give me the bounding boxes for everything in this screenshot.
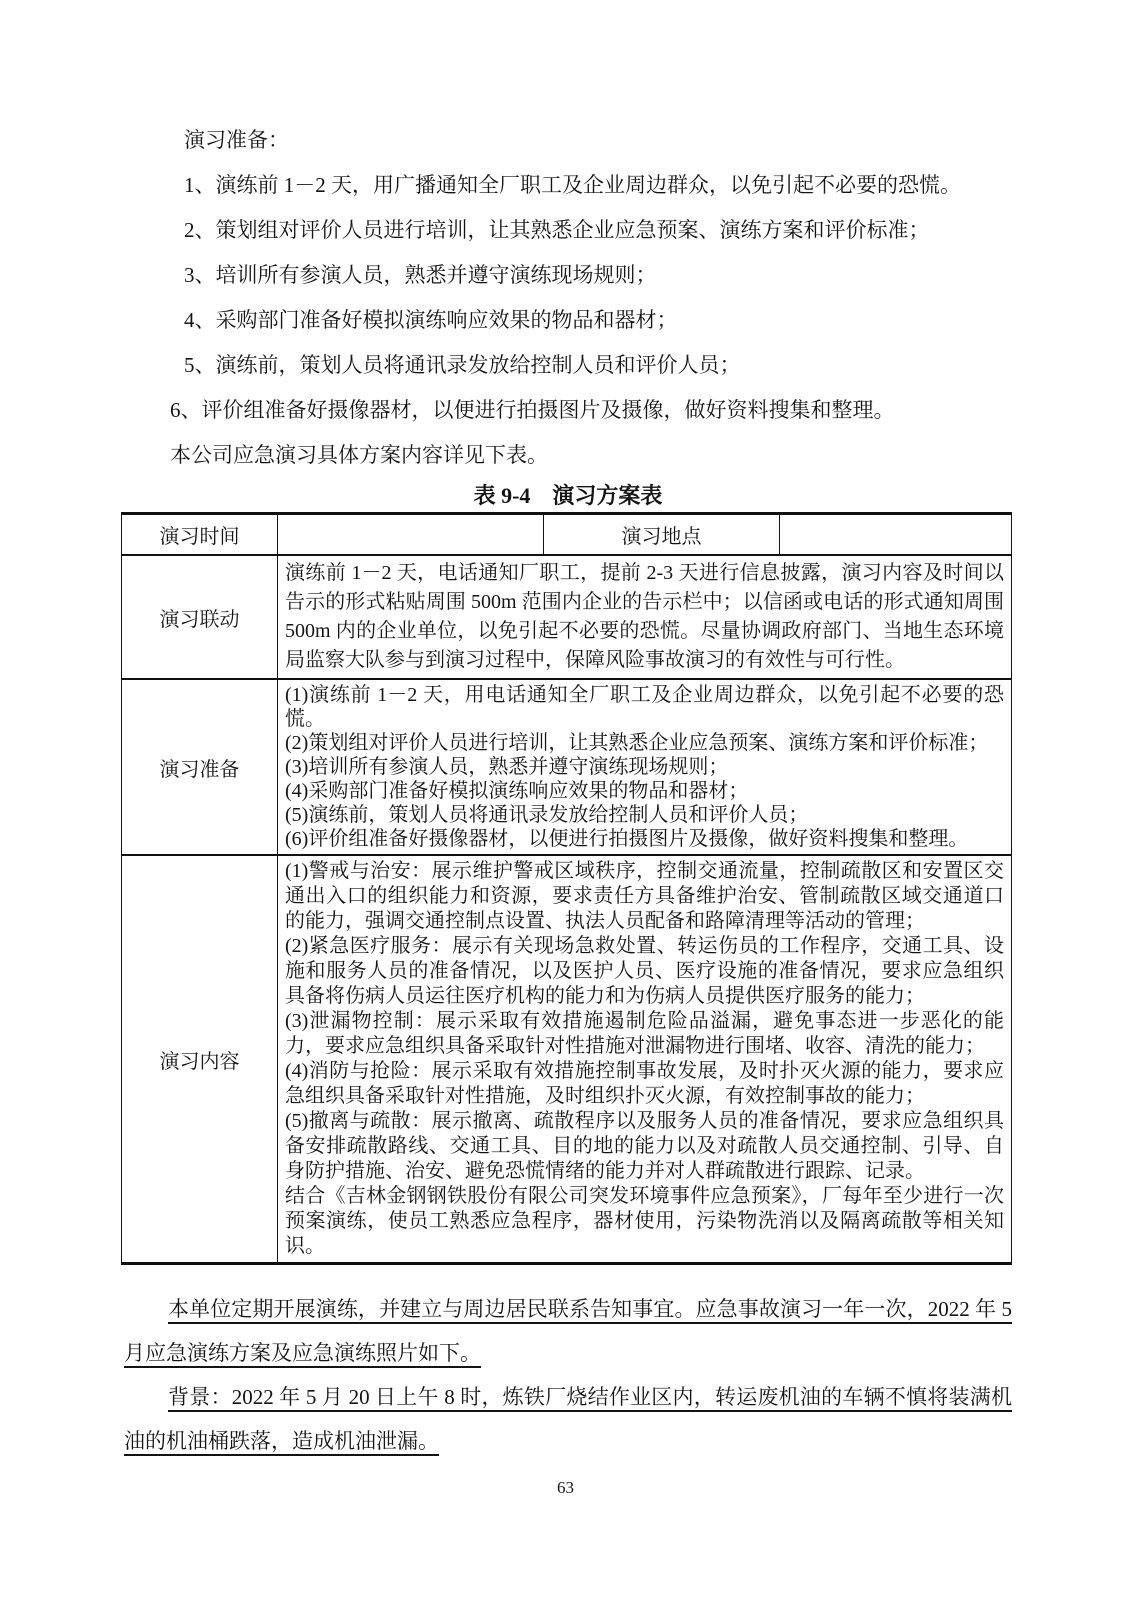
cell-line: (5)撤离与疏散：展示撤离、疏散程序以及服务人员的准备情况，要求应急组织具备安排疏散路线、交通工具、目的地的能力以及对疏散人员交通控制、引导、自身防护措施、治安、避免恐慌情绪的能力并对人群疏散进行跟踪、记录。 — [285, 1110, 1004, 1182]
cell-line: (6)评价组准备好摄像器材，以便进行拍摄图片及摄像，做好资料搜集和整理。 — [285, 828, 969, 850]
row-label-drill-linkage: 演习联动 — [122, 555, 278, 679]
page-number: 63 — [557, 1478, 574, 1497]
cell-line: 结合《吉林金钢钢铁股份有限公司突发环境事件应急预案》，厂每年至少进行一次预案演练，使员工熟悉应急程序，器材使用，污染物洗消以及隔离疏散等相关知识。 — [285, 1185, 1004, 1257]
cell-line: (1)警戒与治安：展示维护警戒区域秩序，控制交通流量，控制疏散区和安置区交通出入口的组织能力和资源，要求责任方具备维护治安、管制疏散区域交通道口的能力，强调交通控制点设置、执法人员配备和路障清理等活动的管理； — [285, 860, 1004, 932]
cell-line: (3)泄漏物控制：展示采取有效措施遏制危险品溢漏，避免事态进一步恶化的能力，要求应急组织具备采取针对性措施对泄漏物进行围堵、收容、清洗的能力； — [285, 1010, 1004, 1057]
row-label-drill-content: 演习内容 — [122, 855, 278, 1264]
cell-line: (2)紧急医疗服务：展示有关现场急救处置、转运伤员的工作程序，交通工具、设施和服务人员的准备情况，以及医护人员、医疗设施的准备情况，要求应急组织具备将伤病人员运往医疗机构的能力和为伤病人员提供医疗服务的能力； — [285, 935, 1004, 1007]
intro-item-4: 4、采购部门准备好模拟演练响应效果的物品和器材； — [184, 308, 678, 332]
intro-closing: 本公司应急演习具体方案内容详见下表。 — [170, 443, 548, 467]
page-content — [124, 118, 1012, 1463]
cell-line: (5)演练前，策划人员将通讯录发放给控制人员和评价人员； — [285, 804, 809, 826]
cell-drill-preparation — [278, 679, 1012, 855]
table-row-drill-content — [122, 855, 1012, 1264]
cell-drill-content — [278, 855, 1012, 1264]
cell-line: (1)演练前 1－2 天，用电话通知全厂职工及企业周边群众，以免引起不必要的恐慌。 — [285, 684, 1004, 730]
drill-plan-table — [121, 512, 1012, 1265]
header-drill-time-value-cell — [278, 514, 544, 556]
closing-paragraphs — [124, 1287, 1012, 1463]
header-drill-location-value-cell — [780, 514, 1012, 556]
header-drill-time-label: 演习时间 — [122, 514, 278, 556]
section-heading: 演习准备： — [184, 128, 289, 152]
intro-item-6: 6、评价组准备好摄像器材，以便进行拍摄图片及摄像，做好资料搜集和整理。 — [170, 398, 895, 422]
cell-line: (4)采购部门准备好模拟演练响应效果的物品和器材； — [285, 780, 749, 802]
footer-paragraph-2: 背景：2022 年 5 月 20 日上午 8 时，炼铁厂烧结作业区内，转运废机油的车辆不慎将装满机油的机油桶跌落，造成机油泄漏。 — [124, 1385, 1012, 1453]
header-drill-location-label: 演习地点 — [544, 514, 780, 556]
cell-line: (2)策划组对评价人员进行培训，让其熟悉企业应急预案、演练方案和评价标准； — [285, 732, 989, 754]
intro-item-3: 3、培训所有参演人员，熟悉并遵守演练现场规则； — [184, 263, 657, 287]
table-caption: 表 9-4 演习方案表 — [473, 483, 663, 508]
table-row-header — [122, 514, 1012, 556]
footer-paragraph-1: 本单位定期开展演练，并建立与周边居民联系告知事宜。应急事故演习一年一次，2022 年 5 月应急演练方案及应急演练照片如下。 — [124, 1297, 1012, 1365]
intro-item-5: 5、演练前，策划人员将通讯录发放给控制人员和评价人员； — [184, 353, 741, 377]
cell-line: (4)消防与抢险：展示采取有效措施控制事故发展，及时扑灭火源的能力，要求应急组织具备采取针对性措施，及时组织扑灭火源，有效控制事故的能力； — [285, 1060, 1004, 1107]
cell-line: (3)培训所有参演人员，熟悉并遵守演练现场规则； — [285, 756, 729, 778]
row-label-drill-preparation: 演习准备 — [122, 679, 278, 855]
drill-preparation-section — [124, 118, 1012, 478]
table-row-drill-preparation — [122, 679, 1012, 855]
intro-item-2: 2、策划组对评价人员进行培训，让其熟悉企业应急预案、演练方案和评价标准； — [184, 218, 930, 242]
table-row-drill-linkage — [122, 555, 1012, 679]
cell-drill-linkage — [278, 555, 1012, 679]
cell-line: 演练前 1－2 天，电话通知厂职工，提前 2-3 天进行信息披露，演习内容及时间以告示的形式粘贴周围 500m 范围内企业的告示栏中；以信函或电话的形式通知周围 500m 内的企业单位，以免引起不必要的恐慌。尽量协调政府部门、当地生态环境局监察大队参与到演习过程中，保障风险事故演习的有效性与可行性。 — [285, 562, 1004, 671]
intro-item-1: 1、演练前 1－2 天，用广播通知全厂职工及企业周边群众，以免引起不必要的恐慌。 — [184, 173, 961, 197]
